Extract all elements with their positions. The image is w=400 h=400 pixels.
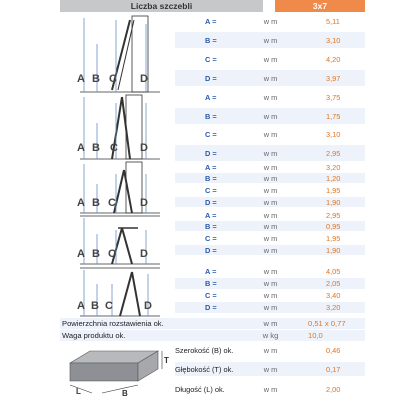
dimension-letter: A = xyxy=(205,162,217,172)
dimension-value: 0,46 xyxy=(326,345,341,355)
ladder-figure-3 xyxy=(60,160,170,215)
dimension-letter: B = xyxy=(205,279,217,288)
dimension-letter: A = xyxy=(205,92,217,102)
value: 3,40 xyxy=(326,291,341,300)
config-row xyxy=(175,162,365,172)
config-row xyxy=(175,185,365,195)
unit: w m xyxy=(263,173,278,183)
dimension-row xyxy=(175,343,365,357)
svg-text:A: A xyxy=(77,300,85,312)
config-row xyxy=(175,145,365,161)
footprint-value: 0,51 x 0,77 xyxy=(308,319,346,328)
ladder-figure-2 xyxy=(60,93,170,161)
dimension-letter: C = xyxy=(205,185,217,195)
ladder-figure-4 xyxy=(60,214,170,266)
unit: w m xyxy=(263,221,278,231)
value: 1,20 xyxy=(326,173,341,183)
value: 4,05 xyxy=(326,266,341,276)
dimension-letter: C = xyxy=(205,54,217,64)
footprint-row xyxy=(60,318,365,329)
value: 1,90 xyxy=(326,245,341,255)
box-letter-t: T xyxy=(164,356,169,365)
svg-text:C: C xyxy=(108,197,116,209)
value: 1,95 xyxy=(326,233,341,243)
dimension-letter: A = xyxy=(205,210,217,220)
svg-text:B: B xyxy=(92,248,100,260)
config-row xyxy=(175,51,365,67)
weight-unit: w kg xyxy=(262,331,279,340)
dimension-label: Długość (L) ok. xyxy=(175,384,225,394)
dimension-letter: D = xyxy=(205,73,217,83)
ladder-figure-1 xyxy=(60,14,170,94)
value: 2,95 xyxy=(326,148,341,158)
svg-text:D: D xyxy=(140,142,148,154)
weight-value: 10,0 xyxy=(308,331,323,340)
footprint-unit: w m xyxy=(263,319,278,328)
dimension-value: 2,00 xyxy=(326,384,341,394)
box-letter-b: B xyxy=(122,389,128,397)
letter-a: A xyxy=(77,73,85,85)
value: 0,95 xyxy=(326,221,341,231)
value: 3,75 xyxy=(326,92,341,102)
dimension-unit: w m xyxy=(263,384,278,394)
unit: w m xyxy=(263,162,278,172)
dimension-letter: D = xyxy=(205,303,217,312)
svg-text:C: C xyxy=(108,248,116,260)
unit: w m xyxy=(263,54,278,64)
letter-d: D xyxy=(140,73,148,85)
config-row xyxy=(175,290,365,301)
svg-text:B: B xyxy=(91,300,99,312)
dimension-letter: C = xyxy=(205,291,217,300)
svg-text:C: C xyxy=(110,142,118,154)
config-row xyxy=(175,265,365,277)
dimension-letter: C = xyxy=(205,233,217,243)
dimension-letter: D = xyxy=(205,197,217,207)
unit: w m xyxy=(263,35,278,45)
dimension-unit: w m xyxy=(263,345,278,355)
dimension-letter: B = xyxy=(205,221,217,231)
ladder-figure-5 xyxy=(60,266,170,318)
dimension-letter: D = xyxy=(205,148,217,158)
dimension-letter: C = xyxy=(205,129,217,139)
config-row xyxy=(175,173,365,183)
unit: w m xyxy=(263,92,278,102)
config-row xyxy=(175,245,365,255)
svg-text:A: A xyxy=(77,248,85,260)
config-row xyxy=(175,210,365,220)
dimension-letter: B = xyxy=(205,173,217,183)
svg-text:D: D xyxy=(140,248,148,260)
dimension-letter: B = xyxy=(205,111,217,121)
value: 3,10 xyxy=(326,35,341,45)
svg-text:A: A xyxy=(77,142,85,154)
dimension-row xyxy=(175,362,365,376)
value: 1,75 xyxy=(326,111,341,121)
config-row xyxy=(175,108,365,124)
dimension-value: 0,17 xyxy=(326,364,341,374)
unit: w m xyxy=(263,148,278,158)
value: 3,10 xyxy=(326,129,341,139)
unit: w m xyxy=(263,245,278,255)
unit: w m xyxy=(263,233,278,243)
config-row xyxy=(175,278,365,289)
config-row xyxy=(175,126,365,142)
unit: w m xyxy=(263,197,278,207)
dimension-unit: w m xyxy=(263,364,278,374)
value: 3,20 xyxy=(326,162,341,172)
unit: w m xyxy=(263,279,278,288)
svg-text:A: A xyxy=(77,197,85,209)
value: 2,05 xyxy=(326,279,341,288)
box-letter-l: L xyxy=(76,387,81,396)
value: 1,90 xyxy=(326,197,341,207)
weight-label: Waga produktu ok. xyxy=(62,331,126,340)
svg-text:C: C xyxy=(105,300,113,312)
config-row xyxy=(175,70,365,86)
weight-row xyxy=(60,330,365,341)
letter-b: B xyxy=(92,73,100,85)
unit: w m xyxy=(263,73,278,83)
value: 3,20 xyxy=(326,303,341,312)
svg-text:B: B xyxy=(92,142,100,154)
unit: w m xyxy=(263,111,278,121)
footprint-label: Powierzchnia rozstawienia ok. xyxy=(62,319,164,328)
unit: w m xyxy=(263,303,278,312)
dimension-letter: B = xyxy=(205,35,217,45)
config-row xyxy=(175,221,365,231)
value: 1,95 xyxy=(326,185,341,195)
unit: w m xyxy=(263,16,278,26)
unit: w m xyxy=(263,291,278,300)
dimension-label: Głębokość (T) ok. xyxy=(175,364,234,374)
svg-text:D: D xyxy=(144,300,152,312)
config-row xyxy=(175,233,365,243)
unit: w m xyxy=(263,185,278,195)
packed-box-figure xyxy=(62,345,172,397)
config-row xyxy=(175,302,365,313)
value: 2,95 xyxy=(326,210,341,220)
svg-text:D: D xyxy=(140,197,148,209)
svg-text:B: B xyxy=(92,197,100,209)
header-model: 3x7 xyxy=(275,0,365,12)
config-row xyxy=(175,89,365,105)
value: 5,11 xyxy=(326,16,340,26)
dimension-row xyxy=(175,382,365,396)
unit: w m xyxy=(263,210,278,220)
unit: w m xyxy=(263,129,278,139)
dimension-letter: A = xyxy=(205,266,217,276)
header-title: Liczba szczebli xyxy=(60,0,263,12)
letter-c: C xyxy=(109,73,117,85)
value: 4,20 xyxy=(326,54,341,64)
unit: w m xyxy=(263,266,278,276)
value: 3,97 xyxy=(326,73,341,83)
header-gap xyxy=(263,0,275,12)
dimension-letter: A = xyxy=(205,16,217,26)
config-row xyxy=(175,13,365,29)
dimension-label: Szerokość (B) ok. xyxy=(175,345,234,355)
config-row xyxy=(175,197,365,207)
config-row xyxy=(175,32,365,48)
dimension-letter: D = xyxy=(205,245,217,255)
